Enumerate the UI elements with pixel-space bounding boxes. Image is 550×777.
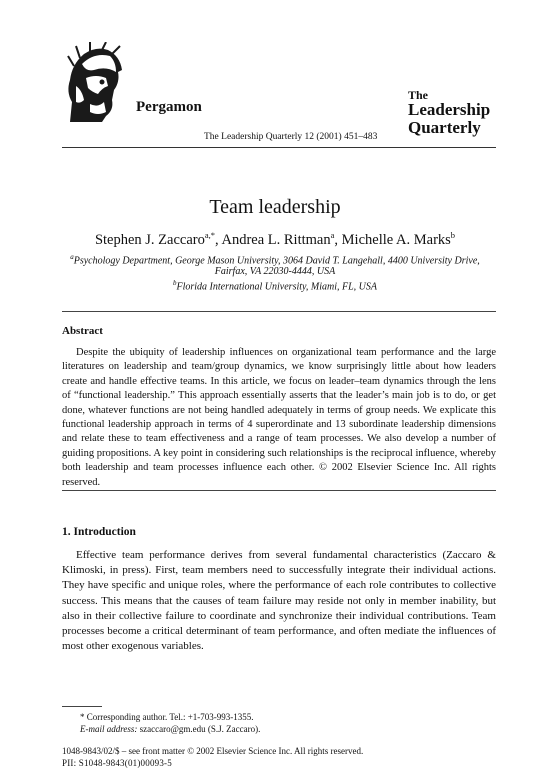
email-value: szaccaro@gm.edu (S.J. Zaccaro).: [137, 724, 261, 734]
header-divider: [62, 147, 496, 148]
author-separator: ,: [334, 231, 342, 248]
author-separator: ,: [215, 231, 222, 248]
author-affiliation-marker: a,*: [204, 230, 216, 240]
footnote-divider: [62, 706, 102, 707]
email-label: E-mail address:: [80, 724, 138, 734]
affiliation-marker: a: [70, 253, 74, 261]
corresponding-author-footnote: * Corresponding author. Tel.: +1-703-993-1355.: [80, 712, 254, 722]
author-name: Andrea L. Rittman: [221, 231, 331, 248]
publisher-name: Pergamon: [136, 99, 202, 115]
article-title: Team leadership: [209, 196, 341, 218]
issn-line: 1048-9843/02/$ – see front matter © 2002 Elsevier Science Inc. All rights reserved.: [62, 746, 364, 756]
section-paragraph: Effective team performance derives from several fundamental characteristics (Zaccaro & Klimoski, in press). First, team members need to successfully integrate their individual actions. They have specific and unique roles, where the performance of each role contributes to collective success. This means that the causes of team failure may reside not only in member inability, but also in their collective failure to coordinate and synchronize their individual contributions. Team processes become a critical determinant of team performance, and often mediate the influences of most other exogenous variables.: [62, 549, 496, 653]
section-heading: 1. Introduction: [62, 526, 136, 538]
abstract-bottom-divider: [62, 490, 496, 491]
pergamon-logo-icon: [62, 42, 128, 126]
affiliation-a-continued: Fairfax, VA 22030-4444, USA: [214, 266, 336, 277]
abstract-text: Despite the ubiquity of leadership influences on organizational team performance and the large literatures on leadership and team/group dynamics, we know surprisingly little about how leaders create and handle effective teams. In this article, we focus on leader–team dynamics through the lens of “functional leadership.” This approach essentially asserts that the leader’s main job is to do, or get done, whatever functions are not being handled adequately in terms of group needs. We explicate this functional leadership approach in terms of 4 superordinate and 13 subordinate leadership dimensions and relate these to team effectiveness and a range of team processes. We also develop a number of guiding propositions. A key point in considering such relationships is the reciprocal influence, whereby both leadership and team processes influence each other. © 2002 Elsevier Science Inc. All rights reserved.: [62, 347, 496, 488]
journal-brand-the: The: [408, 88, 429, 102]
author-name: Stephen J. Zaccaro: [94, 231, 205, 248]
journal-brand-line1: Leadership: [408, 100, 491, 119]
email-footnote: [80, 724, 260, 734]
affiliation-text: Psychology Department, George Mason University, 3064 David T. Langehall, 4400 University Drive,: [73, 255, 480, 267]
abstract-top-divider: [62, 311, 496, 312]
journal-brand-line2: Quarterly: [408, 118, 481, 137]
affiliation-a: [0, 253, 550, 266]
journal-brand-name: [408, 101, 490, 137]
author-list: [0, 230, 550, 249]
affiliation-marker: b: [172, 279, 177, 287]
pii-line: PII: S1048-9843(01)00093-5: [62, 758, 172, 768]
author-name: Michelle A. Marks: [341, 231, 451, 248]
affiliation-text: Florida International University, Miami, FL, USA: [176, 281, 378, 293]
author-affiliation-marker: b: [450, 230, 456, 240]
author-affiliation-marker: a: [330, 230, 335, 240]
affiliation-b: [0, 279, 550, 292]
journal-citation: The Leadership Quarterly 12 (2001) 451–483: [204, 132, 378, 142]
abstract-heading: Abstract: [62, 325, 103, 337]
